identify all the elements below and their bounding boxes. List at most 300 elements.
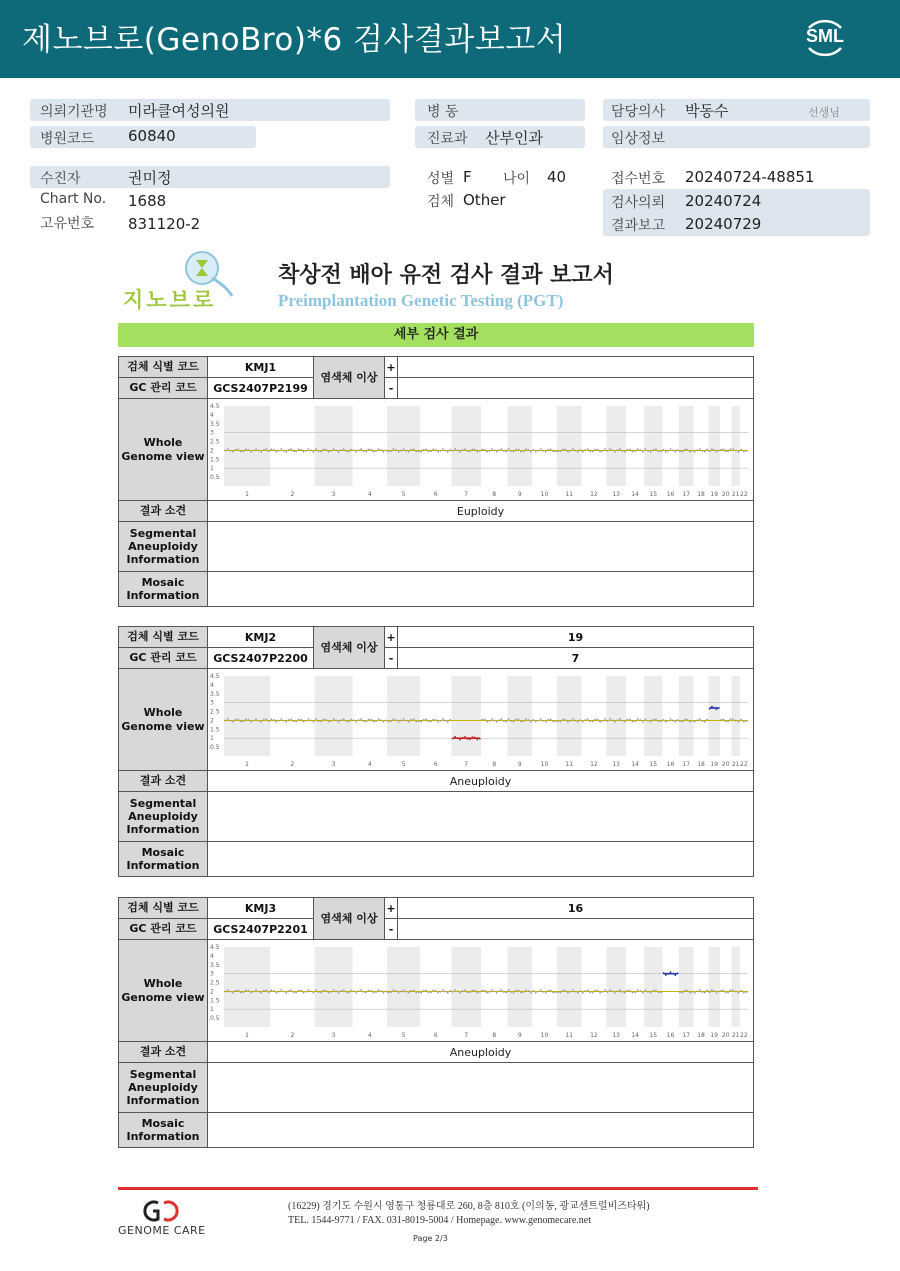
x-tick-label: 16 xyxy=(666,1031,675,1039)
cnv-point xyxy=(350,718,352,720)
cnv-point xyxy=(562,989,564,991)
cnv-point xyxy=(682,991,684,993)
cnv-point xyxy=(318,450,320,452)
cnv-point xyxy=(547,718,549,720)
cnv-point xyxy=(577,450,579,452)
cnv-point xyxy=(572,989,574,991)
cnv-point xyxy=(645,448,647,450)
cnv-point xyxy=(528,990,530,992)
cnv-point xyxy=(300,718,302,720)
chromosome-band xyxy=(732,676,740,756)
cnv-point xyxy=(393,718,395,720)
cnv-point xyxy=(577,991,579,993)
cnv-point xyxy=(565,989,567,991)
cnv-point xyxy=(462,990,464,992)
cnv-point xyxy=(459,450,461,452)
cnv-point xyxy=(435,718,437,720)
cnv-point xyxy=(278,719,280,721)
cnv-point xyxy=(400,719,402,721)
cnv-point xyxy=(255,989,257,991)
cnv-point xyxy=(614,991,616,993)
cnv-point xyxy=(305,990,307,992)
cnv-point xyxy=(323,989,325,991)
cnv-point xyxy=(340,719,342,721)
y-tick-label: 1.5 xyxy=(210,725,220,733)
x-tick-label: 21 xyxy=(731,1031,740,1039)
gain-chromosomes: 19 xyxy=(398,627,754,648)
cnv-point xyxy=(594,448,596,450)
cnv-point xyxy=(325,989,327,991)
cnv-point xyxy=(658,991,660,993)
cnv-point xyxy=(732,718,734,720)
cnv-point xyxy=(338,720,340,722)
x-tick-label: 1 xyxy=(245,760,249,768)
cnv-point xyxy=(425,989,427,991)
y-tick-label: 4 xyxy=(210,681,214,689)
cnv-point xyxy=(474,989,476,991)
cnv-point xyxy=(481,989,483,991)
cnv-point xyxy=(408,991,410,993)
cnv-point xyxy=(373,991,375,993)
cnv-point xyxy=(532,449,534,451)
cnv-point xyxy=(263,990,265,992)
gain-sign: + xyxy=(385,627,398,648)
cnv-point xyxy=(706,718,708,720)
cnv-point xyxy=(383,720,385,722)
cnv-point xyxy=(711,989,713,991)
cnv-point xyxy=(619,989,621,991)
cnv-point xyxy=(312,991,314,993)
y-tick-label: 4 xyxy=(210,411,214,419)
hospital-code-value: 60840 xyxy=(128,127,176,145)
cnv-point xyxy=(723,448,725,450)
cnv-point xyxy=(224,449,226,451)
x-tick-label: 21 xyxy=(731,490,740,498)
cnv-point xyxy=(320,991,322,993)
y-tick-label: 2 xyxy=(210,446,214,454)
cnv-point xyxy=(353,449,355,451)
cnv-point xyxy=(447,450,449,452)
cnv-point xyxy=(582,720,584,722)
y-tick-label: 2 xyxy=(210,716,214,724)
dept-value: 산부인과 xyxy=(485,129,543,147)
chromosome-band xyxy=(679,406,694,486)
chart-value: 1688 xyxy=(128,192,167,210)
chromosome-band xyxy=(644,947,662,1027)
cnv-point xyxy=(684,989,686,991)
cnv-point xyxy=(663,718,665,720)
cnv-point xyxy=(348,720,350,722)
institution-value: 미라클여성의원 xyxy=(128,102,230,120)
cnv-point xyxy=(550,989,552,991)
cnv-point xyxy=(227,448,229,450)
cnv-point xyxy=(435,448,437,450)
cnv-point xyxy=(489,450,491,452)
cnv-point xyxy=(265,718,267,720)
cnv-point xyxy=(677,449,679,451)
cnv-point xyxy=(720,718,722,720)
cnv-point xyxy=(360,718,362,720)
cnv-point xyxy=(280,718,282,720)
chromosome-band xyxy=(224,676,270,756)
report-header xyxy=(0,0,900,78)
cnv-point xyxy=(658,450,660,452)
y-tick-label: 1 xyxy=(210,464,214,472)
cnv-point xyxy=(235,989,237,991)
chromosome-band xyxy=(315,947,353,1027)
ward-label: 병 동 xyxy=(427,104,459,120)
cnv-point xyxy=(634,720,636,722)
x-tick-label: 7 xyxy=(464,490,469,498)
cnv-point xyxy=(682,450,684,452)
cnv-point xyxy=(255,718,257,720)
cnv-point xyxy=(682,720,684,722)
cnv-point xyxy=(525,718,527,720)
specimen-code-label: 검체 식별 코드 xyxy=(119,627,208,648)
cnv-point xyxy=(457,990,459,992)
cnv-point xyxy=(735,990,737,992)
cnv-point xyxy=(718,449,720,451)
cnv-point xyxy=(400,990,402,992)
cnv-point xyxy=(408,450,410,452)
y-tick-label: 2.5 xyxy=(210,438,220,446)
x-tick-label: 13 xyxy=(612,490,620,498)
cnv-point xyxy=(632,450,634,452)
chromosome-band xyxy=(315,406,353,486)
cnv-point xyxy=(285,720,287,722)
cnv-point xyxy=(335,990,337,992)
x-tick-label: 16 xyxy=(666,760,675,768)
cnv-point xyxy=(694,720,696,722)
cnv-point xyxy=(484,448,486,450)
cnv-point xyxy=(240,450,242,452)
cnv-point xyxy=(469,991,471,993)
cnv-point xyxy=(472,989,474,991)
cnv-point xyxy=(639,449,641,451)
cnv-point xyxy=(645,989,647,991)
cnv-point xyxy=(452,990,454,992)
chromosome-band xyxy=(557,676,582,756)
y-tick-label: 4.5 xyxy=(210,402,220,410)
cnv-point xyxy=(587,989,589,991)
cnv-point xyxy=(609,448,611,450)
cnv-point xyxy=(240,720,242,722)
cnv-point xyxy=(647,719,649,721)
cnv-point xyxy=(528,719,530,721)
chrom-abn-label: 염색체 이상 xyxy=(314,898,385,940)
cnv-point xyxy=(320,720,322,722)
dept-label: 진료과 xyxy=(427,131,468,147)
cnv-point xyxy=(594,718,596,720)
cnv-point xyxy=(574,449,576,451)
cnv-point xyxy=(479,991,481,993)
cnv-point xyxy=(293,450,295,452)
cnv-plot xyxy=(208,941,754,1041)
cnv-point xyxy=(574,990,576,992)
chromosome-band xyxy=(507,947,532,1027)
y-tick-label: 4 xyxy=(210,952,214,960)
x-tick-label: 8 xyxy=(492,1031,497,1039)
specimen-code-label: 검체 식별 코드 xyxy=(119,898,208,919)
y-tick-label: 1.5 xyxy=(210,996,220,1004)
cnv-point xyxy=(547,989,549,991)
cnv-point xyxy=(447,720,449,722)
cnv-point xyxy=(505,720,507,722)
gc-code: GCS2407P2201 xyxy=(208,919,314,940)
cnv-point xyxy=(395,990,397,992)
cnv-point xyxy=(740,989,742,991)
cnv-point xyxy=(557,720,559,722)
cnv-point xyxy=(250,720,252,722)
chromosome-band xyxy=(732,406,740,486)
segmental-label: Segmental Aneuploidy Information xyxy=(119,1063,208,1113)
segmental-label: Segmental Aneuploidy Information xyxy=(119,522,208,572)
loss-chromosomes xyxy=(398,378,754,399)
request-label: 검사의뢰 xyxy=(611,195,666,211)
specimen-label: 검체 xyxy=(427,194,455,210)
cnv-point xyxy=(565,448,567,450)
cnv-point xyxy=(224,719,226,721)
cnv-point xyxy=(612,449,614,451)
cnv-point xyxy=(655,718,657,720)
cnv-point xyxy=(604,718,606,720)
cnv-point xyxy=(493,990,495,992)
result-value: Aneuploidy xyxy=(208,771,754,792)
cnv-point xyxy=(567,450,569,452)
chromosome-band xyxy=(644,676,662,756)
cnv-point xyxy=(523,720,525,722)
cnv-point xyxy=(293,991,295,993)
cnv-point xyxy=(737,991,739,993)
cnv-point xyxy=(699,718,701,720)
y-tick-label: 2.5 xyxy=(210,708,220,716)
cnv-point xyxy=(408,720,410,722)
cnv-point xyxy=(358,719,360,721)
cnv-point xyxy=(365,450,367,452)
cnv-point xyxy=(491,718,493,720)
cnv-point xyxy=(258,719,260,721)
cnv-point xyxy=(290,718,292,720)
cnv-point xyxy=(513,450,515,452)
cnv-point xyxy=(387,991,389,993)
cnv-point xyxy=(413,448,415,450)
x-tick-label: 10 xyxy=(540,1031,549,1039)
cnv-point xyxy=(338,450,340,452)
result-label: 결과 소견 xyxy=(119,771,208,792)
x-tick-label: 7 xyxy=(464,1031,469,1039)
chromosome-band xyxy=(387,406,420,486)
cnv-point xyxy=(737,450,739,452)
specimen-code: KMJ2 xyxy=(208,627,314,648)
cnv-point xyxy=(353,719,355,721)
cnv-point xyxy=(398,991,400,993)
mosaic-label: Mosaic Information xyxy=(119,572,208,607)
cnv-point xyxy=(632,991,634,993)
cnv-point xyxy=(614,450,616,452)
cnv-point xyxy=(607,991,609,993)
x-tick-label: 4 xyxy=(367,1031,372,1039)
y-tick-label: 3.5 xyxy=(210,690,220,698)
cnv-point xyxy=(481,718,483,720)
cnv-point xyxy=(428,450,430,452)
cnv-point xyxy=(535,991,537,993)
cnv-point xyxy=(592,991,594,993)
cnv-point xyxy=(437,720,439,722)
cnv-point xyxy=(410,989,412,991)
gc-code-label: GC 관리 코드 xyxy=(119,919,208,940)
cnv-point xyxy=(275,720,277,722)
cnv-point xyxy=(624,720,626,722)
age-value: 40 xyxy=(547,168,567,186)
cnv-point xyxy=(505,450,507,452)
cnv-point xyxy=(340,990,342,992)
cnv-point xyxy=(634,450,636,452)
cnv-point xyxy=(315,448,317,450)
cnv-point xyxy=(240,991,242,993)
cnv-point xyxy=(345,991,347,993)
cnv-point xyxy=(560,991,562,993)
cnv-point xyxy=(711,448,713,450)
receipt-label: 접수번호 xyxy=(611,171,666,187)
cnv-point xyxy=(577,720,579,722)
gc-code-label: GC 관리 코드 xyxy=(119,378,208,399)
cnv-point xyxy=(584,719,586,721)
cnv-point xyxy=(592,450,594,452)
age-label: 나이 xyxy=(503,171,531,187)
cnv-point xyxy=(393,989,395,991)
result-value: Euploidy xyxy=(208,501,754,522)
cnv-point xyxy=(614,720,616,722)
cnv-point xyxy=(624,450,626,452)
cnv-point xyxy=(537,719,539,721)
cnv-point xyxy=(570,990,572,992)
cnv-point xyxy=(467,991,469,993)
cnv-point xyxy=(232,450,234,452)
footer-divider xyxy=(118,1187,758,1190)
cnv-point xyxy=(523,991,525,993)
mosaic-value xyxy=(208,572,754,607)
cnv-point xyxy=(383,991,385,993)
cnv-point xyxy=(437,450,439,452)
footer-contact: TEL. 1544-9771 / FAX. 031-8019-5004 / Homepage. www.genomecare.net xyxy=(288,1215,591,1226)
y-tick-label: 1 xyxy=(210,1005,214,1013)
cnv-point xyxy=(602,720,604,722)
whole-genome-label: Whole Genome view xyxy=(119,940,208,1042)
cnv-point xyxy=(253,990,255,992)
x-tick-label: 17 xyxy=(682,1031,691,1039)
chromosome-band xyxy=(606,947,626,1027)
result-label: 결과 소견 xyxy=(119,1042,208,1063)
cnv-point xyxy=(597,989,599,991)
mosaic-label: Mosaic Information xyxy=(119,842,208,877)
x-tick-label: 15 xyxy=(649,490,658,498)
cnv-point xyxy=(385,990,387,992)
cnv-point xyxy=(288,719,290,721)
cnv-point xyxy=(542,449,544,451)
cnv-point xyxy=(584,990,586,992)
cnv-point xyxy=(437,991,439,993)
cnv-point xyxy=(687,989,689,991)
cnv-point xyxy=(589,720,591,722)
cnv-point xyxy=(285,991,287,993)
cnv-point xyxy=(260,991,262,993)
cnv-point xyxy=(670,448,672,450)
cnv-point xyxy=(609,989,611,991)
cnv-point xyxy=(303,720,305,722)
cnv-point xyxy=(602,450,604,452)
cnv-point xyxy=(570,719,572,721)
genobro-logo-text: 지노브로 xyxy=(123,288,217,312)
cnv-point xyxy=(420,991,422,993)
cnv-point xyxy=(378,448,380,450)
result-label: 결과 소견 xyxy=(119,501,208,522)
cnv-point xyxy=(395,449,397,451)
cnv-point xyxy=(587,718,589,720)
cnv-point xyxy=(732,989,734,991)
cnv-point xyxy=(355,991,357,993)
x-tick-label: 14 xyxy=(631,1031,639,1039)
cnv-point xyxy=(677,719,679,721)
cnv-point xyxy=(363,991,365,993)
cnv-point xyxy=(253,719,255,721)
chromosome-band xyxy=(679,947,694,1027)
x-tick-label: 5 xyxy=(401,490,406,498)
y-tick-label: 3 xyxy=(210,970,214,978)
gain-chromosomes xyxy=(398,357,754,378)
cnv-point xyxy=(340,449,342,451)
cnv-point xyxy=(530,720,532,722)
cnv-point xyxy=(740,718,742,720)
cnv-point xyxy=(496,991,498,993)
cnv-point xyxy=(390,450,392,452)
cnv-point xyxy=(743,991,745,993)
cnv-point xyxy=(691,450,693,452)
cnv-point xyxy=(665,450,667,452)
cnv-point xyxy=(435,989,437,991)
cnv-point xyxy=(370,989,372,991)
cnv-point xyxy=(652,989,654,991)
cnv-point xyxy=(562,448,564,450)
chromosome-band xyxy=(732,947,740,1027)
x-tick-label: 1 xyxy=(245,490,249,498)
cnv-point xyxy=(560,450,562,452)
cnv-point xyxy=(260,450,262,452)
cnv-point xyxy=(607,720,609,722)
result-value: Aneuploidy xyxy=(208,1042,754,1063)
cnv-point xyxy=(535,450,537,452)
chrom-abn-label: 염색체 이상 xyxy=(314,627,385,669)
cnv-point xyxy=(250,991,252,993)
x-tick-label: 20 xyxy=(721,490,730,498)
cnv-point xyxy=(469,450,471,452)
segmental-label: Segmental Aneuploidy Information xyxy=(119,792,208,842)
cnv-point xyxy=(328,450,330,452)
mosaic-value xyxy=(208,1113,754,1148)
cnv-point xyxy=(290,989,292,991)
cnv-point xyxy=(562,718,564,720)
cnv-point xyxy=(542,990,544,992)
cnv-point xyxy=(454,448,456,450)
cnv-point xyxy=(242,991,244,993)
cnv-point xyxy=(305,449,307,451)
cnv-point xyxy=(525,448,527,450)
cnv-point xyxy=(513,720,515,722)
cnv-point xyxy=(694,991,696,993)
cnv-point xyxy=(550,718,552,720)
cnv-plot xyxy=(208,670,754,770)
chromosome-band xyxy=(606,676,626,756)
cnv-point xyxy=(380,449,382,451)
